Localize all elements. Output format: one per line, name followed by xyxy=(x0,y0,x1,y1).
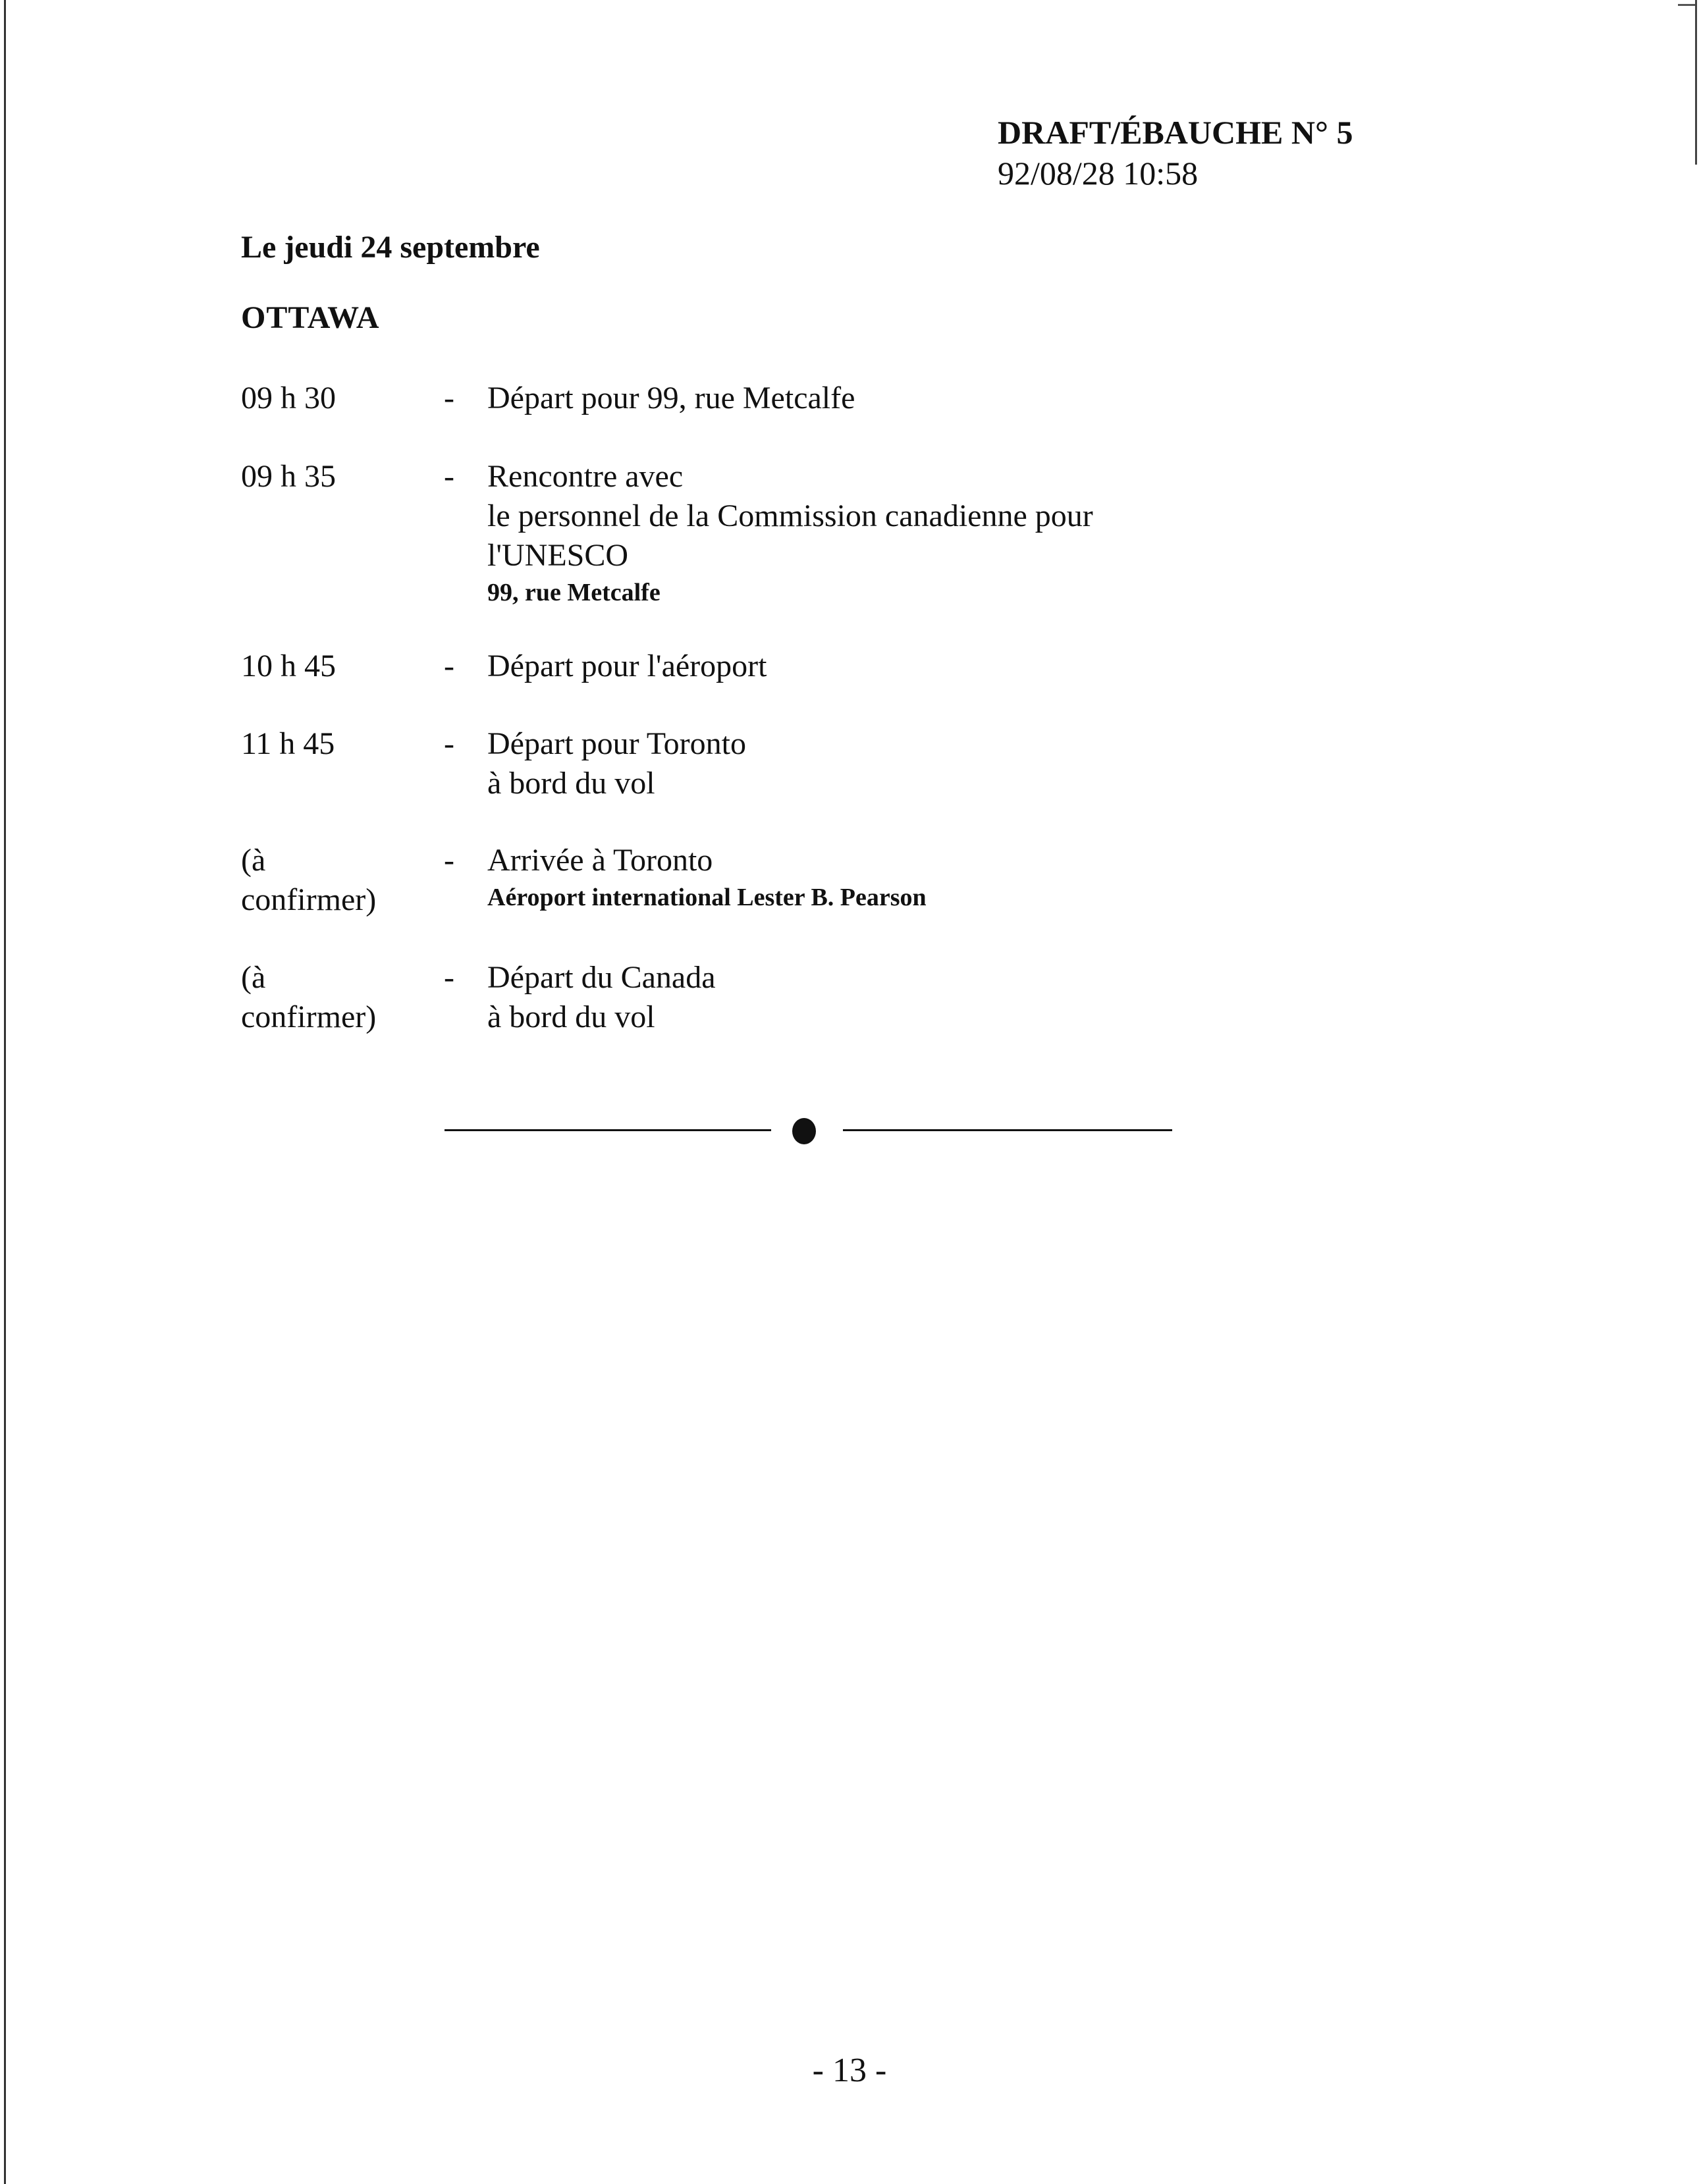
entry-time xyxy=(241,841,406,920)
entry-time-line: 09 h 35 xyxy=(241,459,336,494)
entry-time-line: (à xyxy=(241,960,266,995)
draft-timestamp: 92/08/28 10:58 xyxy=(998,155,1199,192)
entry-dash: - xyxy=(444,381,454,415)
section-divider xyxy=(445,1113,1172,1150)
entry-line: à bord du vol xyxy=(487,766,655,801)
entry-dash: - xyxy=(444,649,454,683)
entry-location: Aéroport international Lester B. Pearson xyxy=(487,884,927,911)
entry-location: 99, rue Metcalfe xyxy=(487,579,661,606)
entry-line: le personnel de la Commission canadienne pour xyxy=(487,498,1093,533)
entry-dash: - xyxy=(444,726,454,761)
entry-time-line: 09 h 30 xyxy=(241,381,336,415)
entry-time xyxy=(241,724,406,764)
entry-time-line: confirmer) xyxy=(241,882,377,917)
entry-dash: - xyxy=(444,843,454,878)
divider-rule-right xyxy=(843,1129,1172,1131)
entry-description xyxy=(487,958,1422,1037)
entry-description xyxy=(487,647,1422,686)
entry-time-line: 11 h 45 xyxy=(241,726,335,761)
bullet-dot-icon xyxy=(792,1118,816,1144)
scan-edge-right xyxy=(1695,0,1697,165)
entry-description xyxy=(487,724,1422,803)
entry-line: Départ pour 99, rue Metcalfe xyxy=(487,381,855,415)
entry-description xyxy=(487,457,1422,610)
entry-time-line: (à xyxy=(241,843,266,878)
entry-line: Départ du Canada xyxy=(487,960,716,995)
entry-line: à bord du vol xyxy=(487,999,655,1034)
entry-line: Rencontre avec xyxy=(487,459,684,494)
entry-time xyxy=(241,457,406,496)
entry-time-line: confirmer) xyxy=(241,999,377,1034)
entry-time xyxy=(241,958,406,1037)
divider-rule-left xyxy=(445,1129,771,1131)
entry-dash: - xyxy=(444,459,454,494)
entry-time xyxy=(241,647,406,686)
scan-edge-left xyxy=(4,0,6,2184)
entry-time xyxy=(241,379,406,418)
entry-line: l'UNESCO xyxy=(487,538,629,573)
entry-description xyxy=(487,841,1422,915)
scan-edge-mark xyxy=(1678,4,1695,6)
entry-dash: - xyxy=(444,960,454,995)
entry-time-line: 10 h 45 xyxy=(241,649,336,683)
date-heading: Le jeudi 24 septembre xyxy=(241,230,540,265)
entry-line: Arrivée à Toronto xyxy=(487,843,713,878)
city-heading: OTTAWA xyxy=(241,300,380,335)
document-header xyxy=(998,112,1353,194)
entry-line: Départ pour l'aéroport xyxy=(487,649,767,683)
page-number: - 13 - xyxy=(812,2052,887,2089)
entry-description xyxy=(487,379,1422,418)
entry-line: Départ pour Toronto xyxy=(487,726,746,761)
draft-label: DRAFT/ÉBAUCHE N° 5 xyxy=(998,114,1353,151)
